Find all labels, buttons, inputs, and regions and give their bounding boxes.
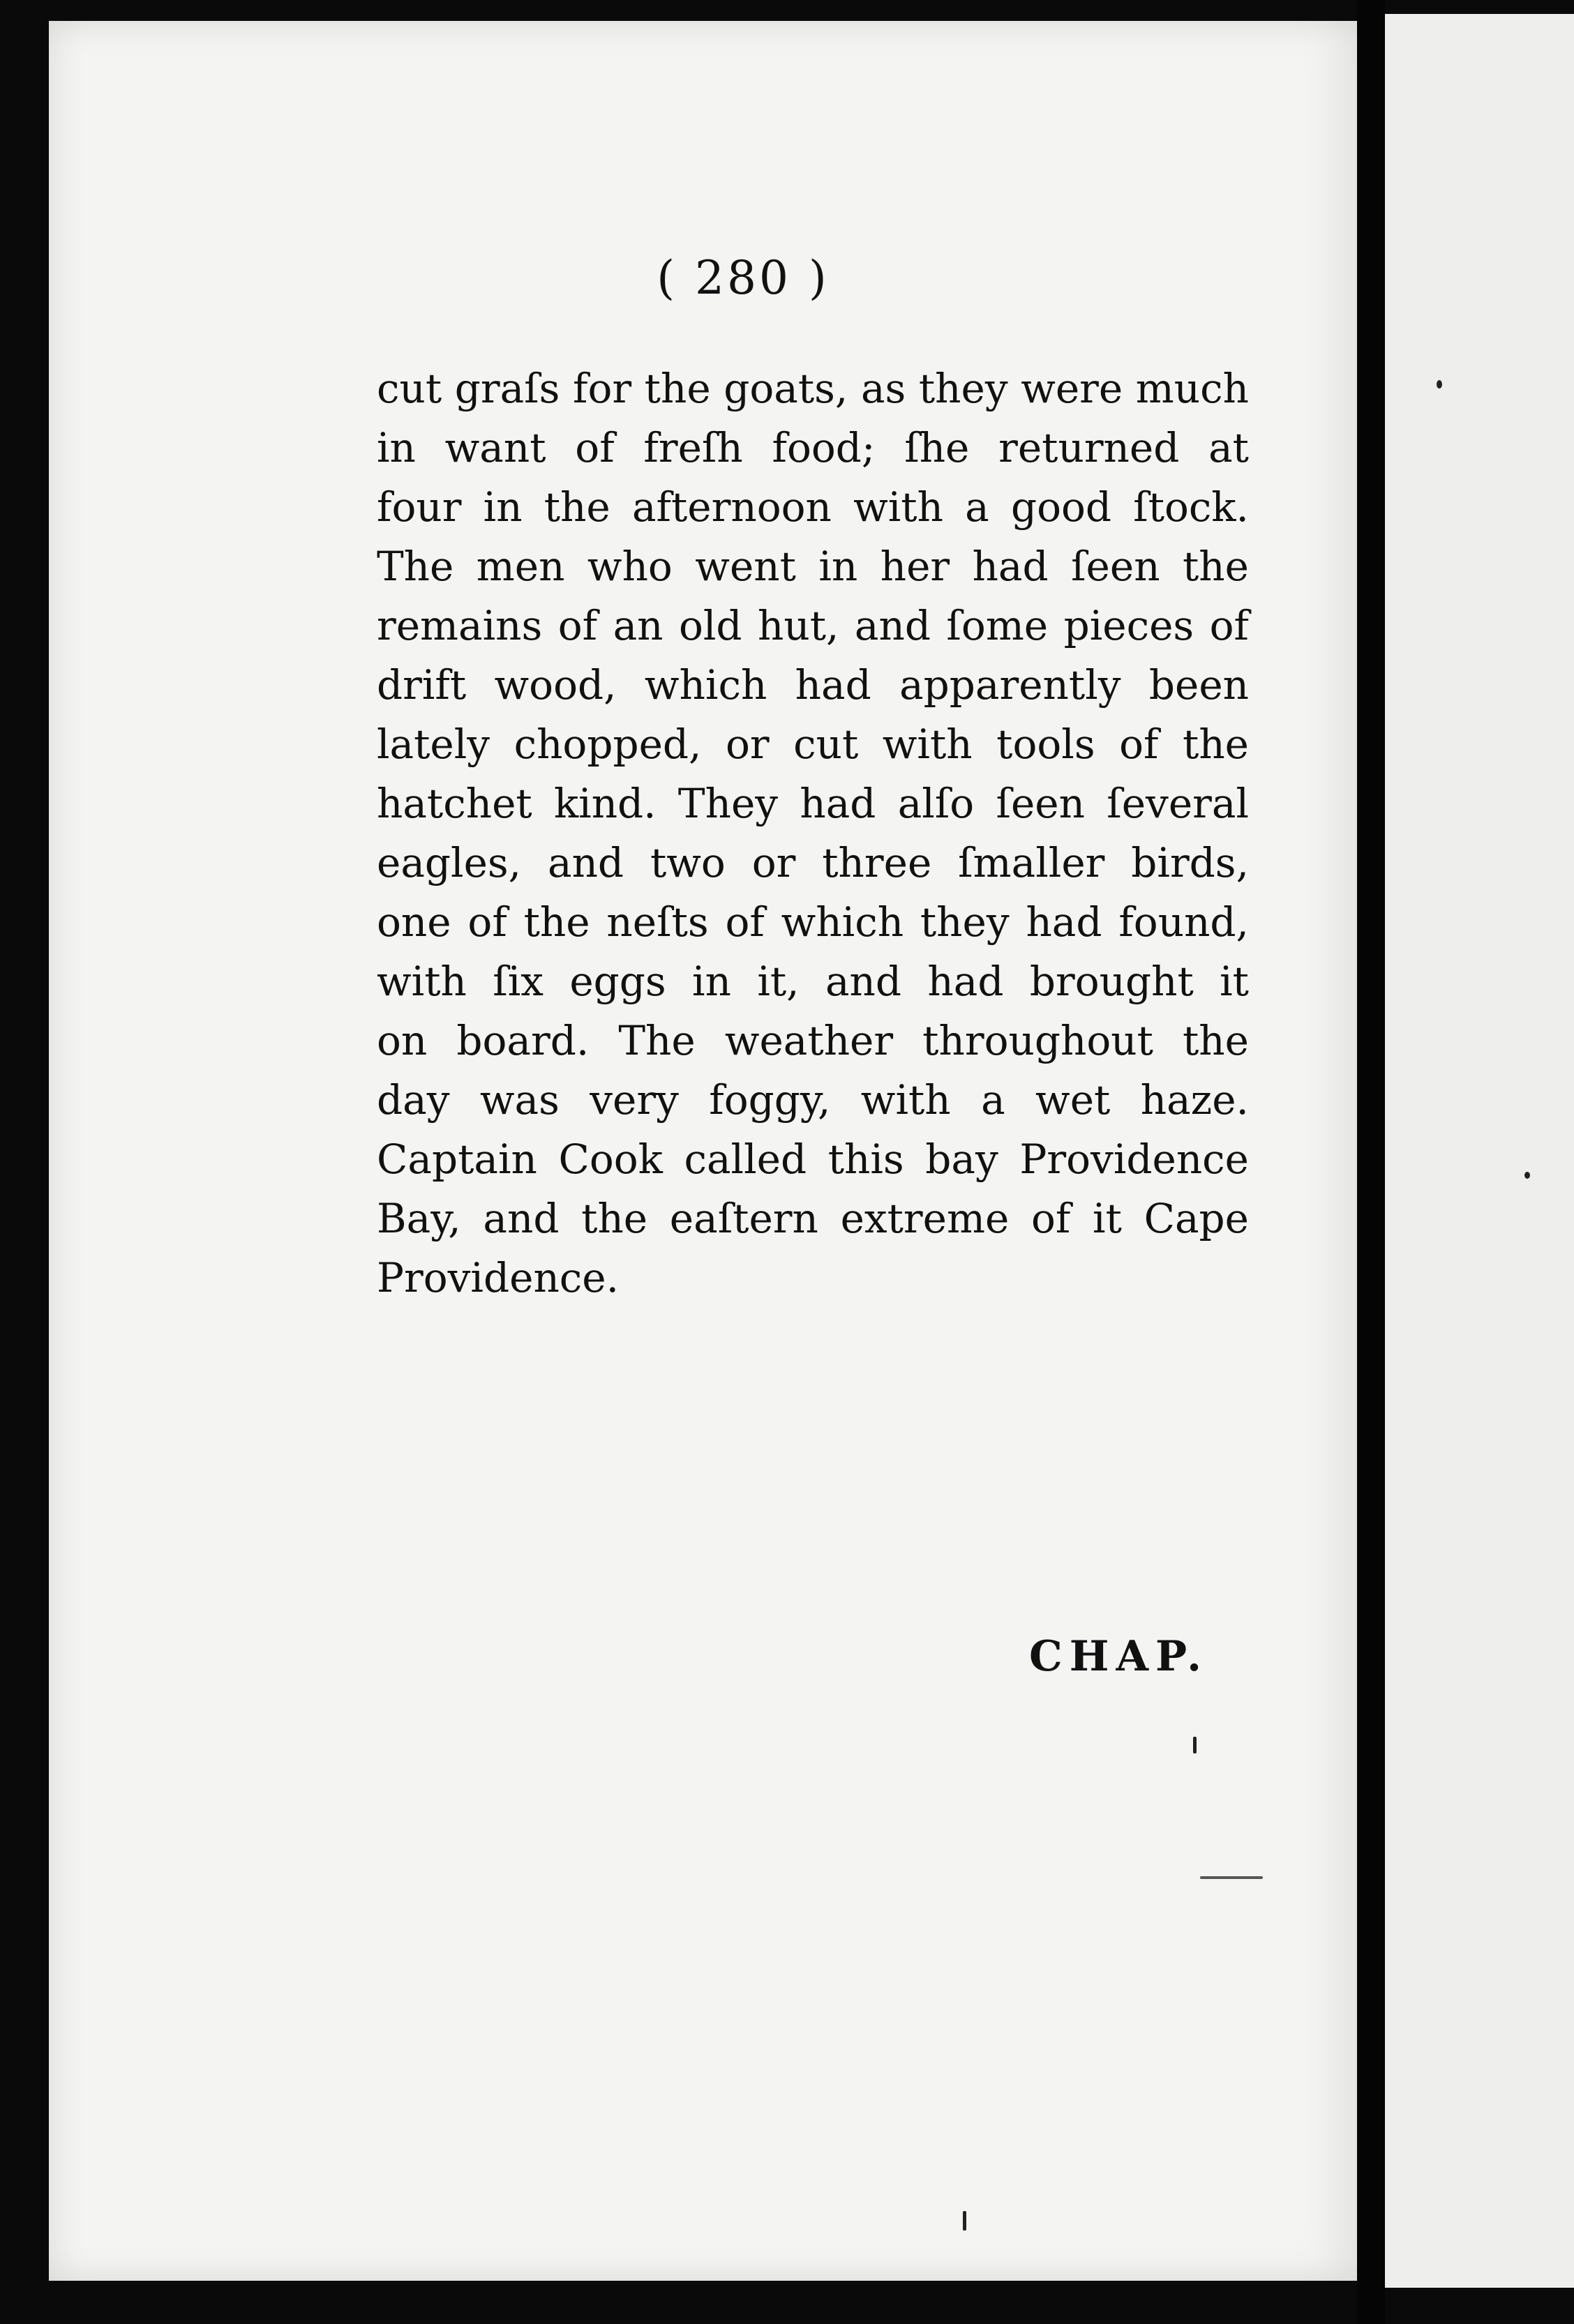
text-line: on board. The weather throughout the [377, 1017, 1249, 1064]
facing-page-edge [1385, 14, 1574, 2288]
text-line: day was very foggy, with a wet haze. [377, 1076, 1249, 1124]
text-line: one of the neſts of which they had found, [377, 898, 1249, 946]
page-number-header: ( 280 ) [657, 251, 830, 305]
text-line: drift wood, which had apparently been [377, 661, 1249, 709]
text-line: hatchet kind. They had alſo ſeen ſeveral [377, 780, 1249, 827]
text-line: remains of an old hut, and ſome pieces of [377, 602, 1249, 649]
text-line: Captain Cook called this bay Providence [377, 1135, 1249, 1183]
text-line: The men who went in her had ſeen the [377, 543, 1249, 590]
text-line: lately chopped, or cut with tools of the [377, 720, 1249, 768]
text-line: Providence. [377, 1254, 620, 1301]
ink-speck [1524, 1172, 1530, 1179]
body-text [377, 359, 1249, 1308]
ink-speck [963, 2211, 966, 2231]
text-line: Bay, and the eaſtern extreme of it Cape [377, 1195, 1249, 1242]
catchword: CHAP. [1029, 1632, 1209, 1681]
page-gutter [1357, 0, 1385, 2324]
text-line: cut graſs for the goats, as they were much [377, 365, 1249, 412]
text-line: eagles, and two or three ſmaller birds, [377, 839, 1249, 886]
ink-speck [1193, 1737, 1197, 1753]
text-line: with ſix eggs in it, and had brought it [377, 958, 1249, 1005]
text-line: four in the afternoon with a good ſtock. [377, 483, 1249, 531]
book-page [49, 21, 1361, 2281]
ink-speck [1200, 1876, 1263, 1879]
ink-speck [1437, 380, 1442, 388]
text-line: in want of freſh food; ſhe returned at [377, 424, 1249, 471]
